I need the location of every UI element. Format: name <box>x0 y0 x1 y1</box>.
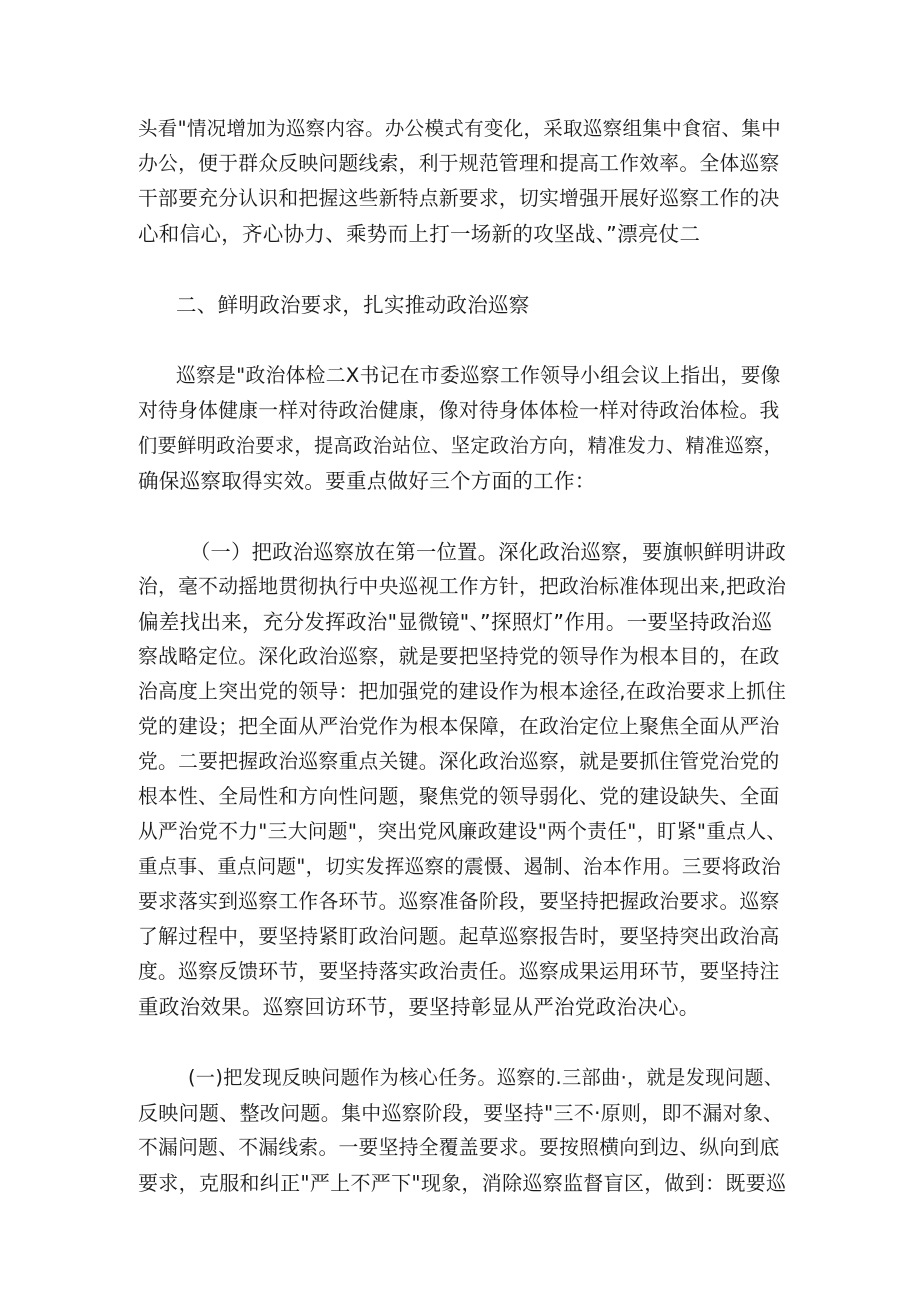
paragraph-line: 要求落实到巡察工作各环节。巡察准备阶段，要坚持把握政治要求。巡察 <box>138 890 780 913</box>
paragraph-line: 重政治效果。巡察回访环节，要坚持彰显从严治党政治决心。 <box>138 995 700 1019</box>
paragraph-line: 治高度上突出党的领导：把加强党的建设作为根本途径,在政治要求上抓住 <box>138 680 787 703</box>
section-heading: 二、鲜明政治要求，扎实推动政治巡察 <box>176 293 530 317</box>
paragraph-line: 党的建设；把全面从严治党作为根本保障，在政治定位上聚焦全面从严治 <box>138 715 780 738</box>
paragraph-line: 不漏问题、不漏线索。一要坚持全覆盖要求。要按照横向到边、纵向到底 <box>138 1136 780 1159</box>
paragraph-line: 度。巡察反馈环节，要坚持落实政治责任。巡察成果运用环节，要坚持注 <box>138 960 780 983</box>
paragraph-line: 心和信心，齐心协力、乘势而上打一场新的攻坚战、”漂亮仗二 <box>138 222 701 246</box>
paragraph-line: 干部要充分认识和把握这些新特点新要求，切实增强开展好巡察工作的决 <box>138 187 780 210</box>
paragraph-line: 察战略定位。深化政治巡察，就是要把坚持党的领导作为根本目的，在政 <box>138 645 780 668</box>
paragraph-line: 头看"情况增加为巡察内容。办公模式有变化，采取巡察组集中食宿、集中 <box>138 117 781 140</box>
paragraph-line: 重点事、重点问题"，切实发挥巡察的震慑、遏制、治本作用。三要将政治 <box>138 855 781 878</box>
paragraph-line: （一）把政治巡察放在第一位置。深化政治巡察，要旗帜鲜明讲政 <box>190 540 786 564</box>
paragraph-line: 们要鲜明政治要求，提高政治站位、坚定政治方向，精准发力、精准巡察， <box>138 434 784 457</box>
paragraph-line: 根本性、全局性和方向性问题，聚焦党的领导弱化、党的建设缺失、全面 <box>138 785 780 808</box>
paragraph-line: 巡察是"政治体检二X书记在市委巡察工作领导小组会议上指出，要像 <box>176 364 781 387</box>
paragraph-line: 了解过程中，要坚持紧盯政治问题。起草巡察报告时，要坚持突出政治高 <box>138 925 780 948</box>
paragraph-line: 从严治党不力"三大问题"，突出党风廉政建设"两个责任"，盯紧"重点人、 <box>138 820 787 843</box>
paragraph-line: 确保巡察取得实效。要重点做好三个方面的工作： <box>138 469 596 493</box>
paragraph-line: 反映问题、整改问题。集中巡察阶段，要坚持"三不·原则，即不漏对象、 <box>138 1101 784 1125</box>
paragraph-line: (一)把发现反映问题作为核心任务。巡察的.三部曲·，就是发现问题、 <box>188 1066 784 1089</box>
paragraph-line: 对待身体健康一样对待政治健康，像对待身体体检一样对待政治体检。我 <box>138 399 780 422</box>
paragraph-line: 治，毫不动摇地贯彻执行中央巡视工作方针，把政治标准体现出来,把政治 <box>138 575 787 598</box>
paragraph-line: 偏差找出来，充分发挥政治"显微镜"、”探照灯”作用。一要坚持政治巡 <box>138 610 773 634</box>
paragraph-line: 办公，便于群众反映问题线索，利于规范管理和提高工作效率。全体巡察 <box>138 152 780 175</box>
paragraph-line: 党。二要把握政治巡察重点关键。深化政治巡察，就是要抓住管党治党的 <box>138 750 780 773</box>
paragraph-line: 要求，克服和纠正"严上不严下"现象，消除巡察监督盲区，做到：既要巡 <box>138 1171 787 1195</box>
